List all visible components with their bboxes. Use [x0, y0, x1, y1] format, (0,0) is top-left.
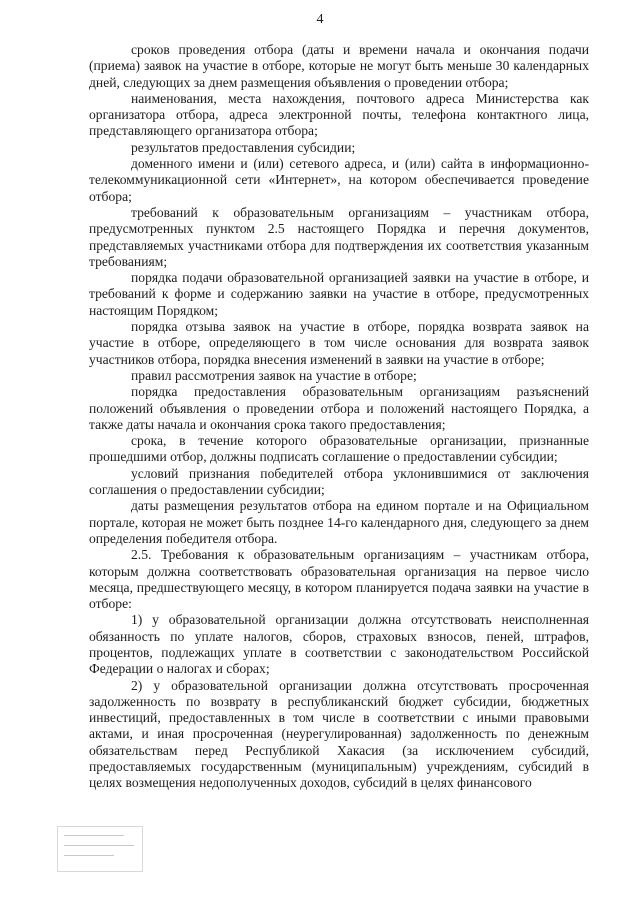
paragraph: доменного имени и (или) сетевого адреса, и (или) сайта в информационно-телекоммуникационной сети «Интернет», на котором обеспечивается проведение отбора;: [89, 156, 589, 204]
paragraph: порядка предоставления образовательным организациям разъяснений положений объявления о проведении отбора и положений настоящего Порядка, а также даты начала и окончания срока такого предоставления;: [89, 384, 589, 432]
faded-stamp: [57, 826, 143, 872]
paragraph: порядка подачи образовательной организацией заявки на участие в отборе, и требований к форме и содержанию заявки на участие в отборе, предусмотренных настоящим Порядком;: [89, 270, 589, 318]
document-body: [89, 42, 589, 792]
paragraph: результатов предоставления субсидии;: [131, 139, 356, 155]
page-number: 4: [316, 12, 324, 27]
paragraph: наименования, места нахождения, почтового адреса Министерства как организатора отбора, адреса электронной почты, телефона контактного лица, представляющего организатора отбора;: [89, 90, 589, 139]
paragraph: срока, в течение которого образовательные организации, признанные прошедшими отбор, должны подписать соглашение о предоставлении субсидии;: [89, 433, 589, 465]
paragraph: условий признания победителей отбора уклонившимися от заключения соглашения о предоставлении субсидии;: [89, 465, 589, 498]
paragraph: правил рассмотрения заявок на участие в отборе;: [131, 367, 417, 383]
paragraph: порядка отзыва заявок на участие в отборе, порядка возврата заявок на участие в отборе, определяющего в том числе основания для возврата заявок участников отбора, порядка внесения изменений в заявки на участие в отборе;: [89, 319, 589, 367]
list-item: 1) у образовательной организации должна отсутствовать неисполненная обязанность по уплате налогов, сборов, страховых взносов, пеней, штрафов, процентов, подлежащих уплате в соответствии с законодательством Российской Федерации о налогах и сборах;: [89, 612, 589, 677]
section-paragraph: 2.5. Требования к образовательным организациям – участникам отбора, которым должна соответствовать образовательная организация на первое число месяца, предшествующего месяцу, в котором планируется подача заявки на участие в отборе:: [89, 547, 589, 612]
paragraph: требований к образовательным организациям – участникам отбора, предусмотренных пунктом 2.5 настоящего Порядка и перечня документов, представляемых участниками отбора для подтверждения их соответствия указанным требованиям;: [89, 204, 589, 269]
list-item: 2) у образовательной организации должна отсутствовать просроченная задолженность по возврату в республиканский бюджет субсидии, бюджетных инвестиций, предоставленных в том числе в соответствии с иными правовыми актами, и иная просроченная (неурегулированная) задолженность по денежным обязательствам перед Республикой Хакасия (за исключением субсидий, предоставляемых государственным (муниципальным) учреждениям, субсидий в целях возмещения недополученных доходов, субсидий в целях финансового: [89, 677, 589, 791]
paragraph: сроков проведения отбора (даты и времени начала и окончания подачи (приема) заявок на участие в отборе, которые не могут быть меньше 30 календарных дней, следующих за днем размещения объявления о проведении отбора;: [89, 42, 589, 90]
paragraph: даты размещения результатов отбора на едином портале и на Официальном портале, которая не может быть позднее 14-го календарного дня, следующего за днем определения победителя отбора.: [89, 498, 589, 546]
